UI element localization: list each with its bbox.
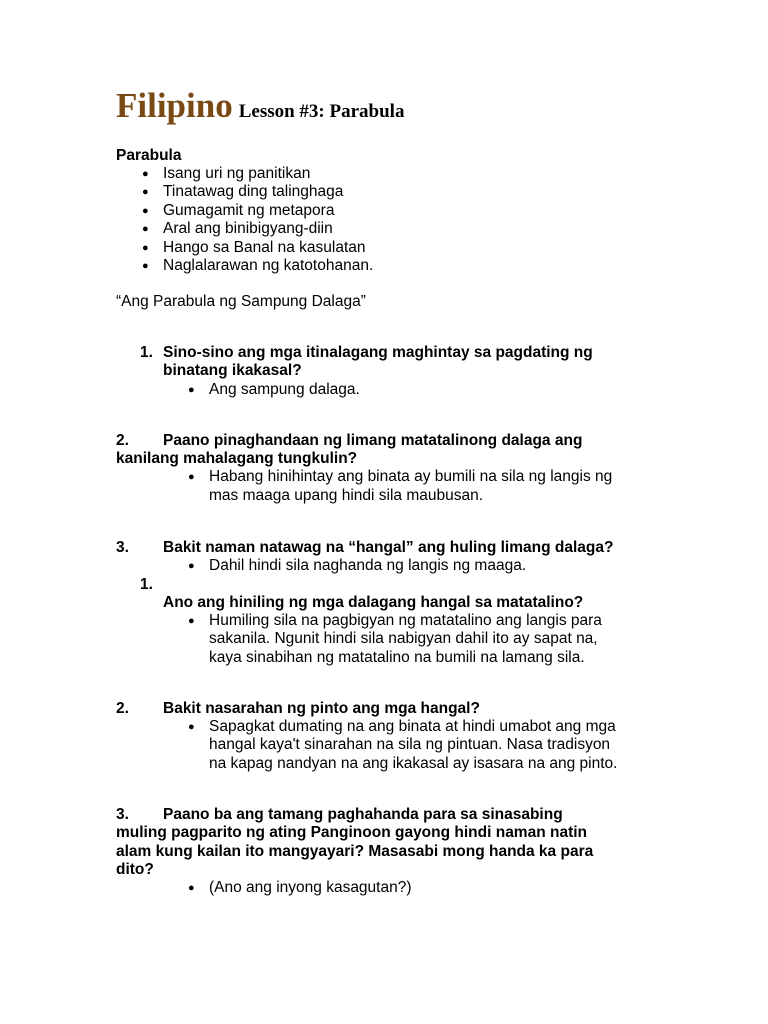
question-text: binatang ikakasal? xyxy=(163,362,302,379)
question-text: Sino-sino ang mga itinalagang maghintay sa pagdating ng xyxy=(163,344,593,361)
question-text: Bakit naman natawag na “hangal” ang huling limang dalaga? xyxy=(163,539,614,556)
answer-text: sakanila. Ngunit hindi sila nabigyan dahil ito ay sapat na, xyxy=(209,630,598,647)
list-item: Aral ang binibigyang-diin xyxy=(163,220,333,237)
bullet-icon: ● xyxy=(142,260,149,272)
bullet-icon: ● xyxy=(188,560,195,572)
answer-text: na kapag nandyan na ang ikakasal ay isasara na ang pinto. xyxy=(209,755,618,772)
bullet-icon: ● xyxy=(188,721,195,733)
answer-text: mas maaga upang hindi sila maubusan. xyxy=(209,487,484,504)
bullet-icon: ● xyxy=(188,471,195,483)
answer-text: hangal kaya't sinarahan na sila ng pintuan. Nasa tradisyon xyxy=(209,736,611,753)
question-text: muling pagparito ng ating Panginoon gayong hindi naman natin xyxy=(116,824,588,841)
list-item: Gumagamit ng metapora xyxy=(163,202,335,219)
list-item: Isang uri ng panitikan xyxy=(163,165,311,182)
answer-text: kaya sinabihan ng matatalino na bumili na lamang sila. xyxy=(209,649,585,666)
bullet-icon: ● xyxy=(142,205,149,217)
answer-text: Ang sampung dalaga. xyxy=(209,381,360,398)
subject-title: Filipino xyxy=(116,86,233,125)
bullet-icon: ● xyxy=(188,384,195,396)
bullet-icon: ● xyxy=(188,882,195,894)
bullet-icon: ● xyxy=(142,168,149,180)
answer-text: Dahil hindi sila naghanda ng langis ng maaga. xyxy=(209,557,527,574)
answer-text: Sapagkat dumating na ang binata at hindi umabot ang mga xyxy=(209,718,616,735)
bullet-icon: ● xyxy=(142,186,149,198)
answer-text: (Ano ang inyong kasagutan?) xyxy=(209,879,412,896)
section-heading: Parabula xyxy=(116,147,182,164)
lesson-subtitle: Lesson #3: Parabula xyxy=(238,101,405,122)
story-title: “Ang Parabula ng Sampung Dalaga” xyxy=(116,293,366,310)
question-text: dito? xyxy=(116,861,154,878)
bullet-icon: ● xyxy=(142,242,149,254)
question-text: Paano ba ang tamang paghahanda para sa sinasabing xyxy=(163,806,563,823)
question-number: 3. xyxy=(116,806,129,823)
question-number: 3. xyxy=(116,539,129,556)
question-text: Ano ang hiniling ng mga dalagang hangal sa matatalino? xyxy=(163,594,584,611)
list-item: Naglalarawan ng katotohanan. xyxy=(163,257,374,274)
question-number: 1. xyxy=(140,344,153,361)
question-text: Paano pinaghandaan ng limang matatalinong dalaga ang xyxy=(163,432,583,449)
question-text: kanilang mahalagang tungkulin? xyxy=(116,450,358,467)
list-item: Hango sa Banal na kasulatan xyxy=(163,239,366,256)
document-title xyxy=(116,86,404,126)
question-text: alam kung kailan ito mangyayari? Masasabi mong handa ka para xyxy=(116,843,594,860)
question-number: 2. xyxy=(116,432,129,449)
question-number: 2. xyxy=(116,700,129,717)
list-item: Tinatawag ding talinghaga xyxy=(163,183,344,200)
question-text: Bakit nasarahan ng pinto ang mga hangal? xyxy=(163,700,480,717)
answer-text: Habang hinihintay ang binata ay bumili na sila ng langis ng xyxy=(209,468,613,485)
bullet-icon: ● xyxy=(188,615,195,627)
answer-text: Humiling sila na pagbigyan ng matatalino ang langis para xyxy=(209,612,602,629)
question-number: 1. xyxy=(140,576,153,593)
bullet-icon: ● xyxy=(142,223,149,235)
